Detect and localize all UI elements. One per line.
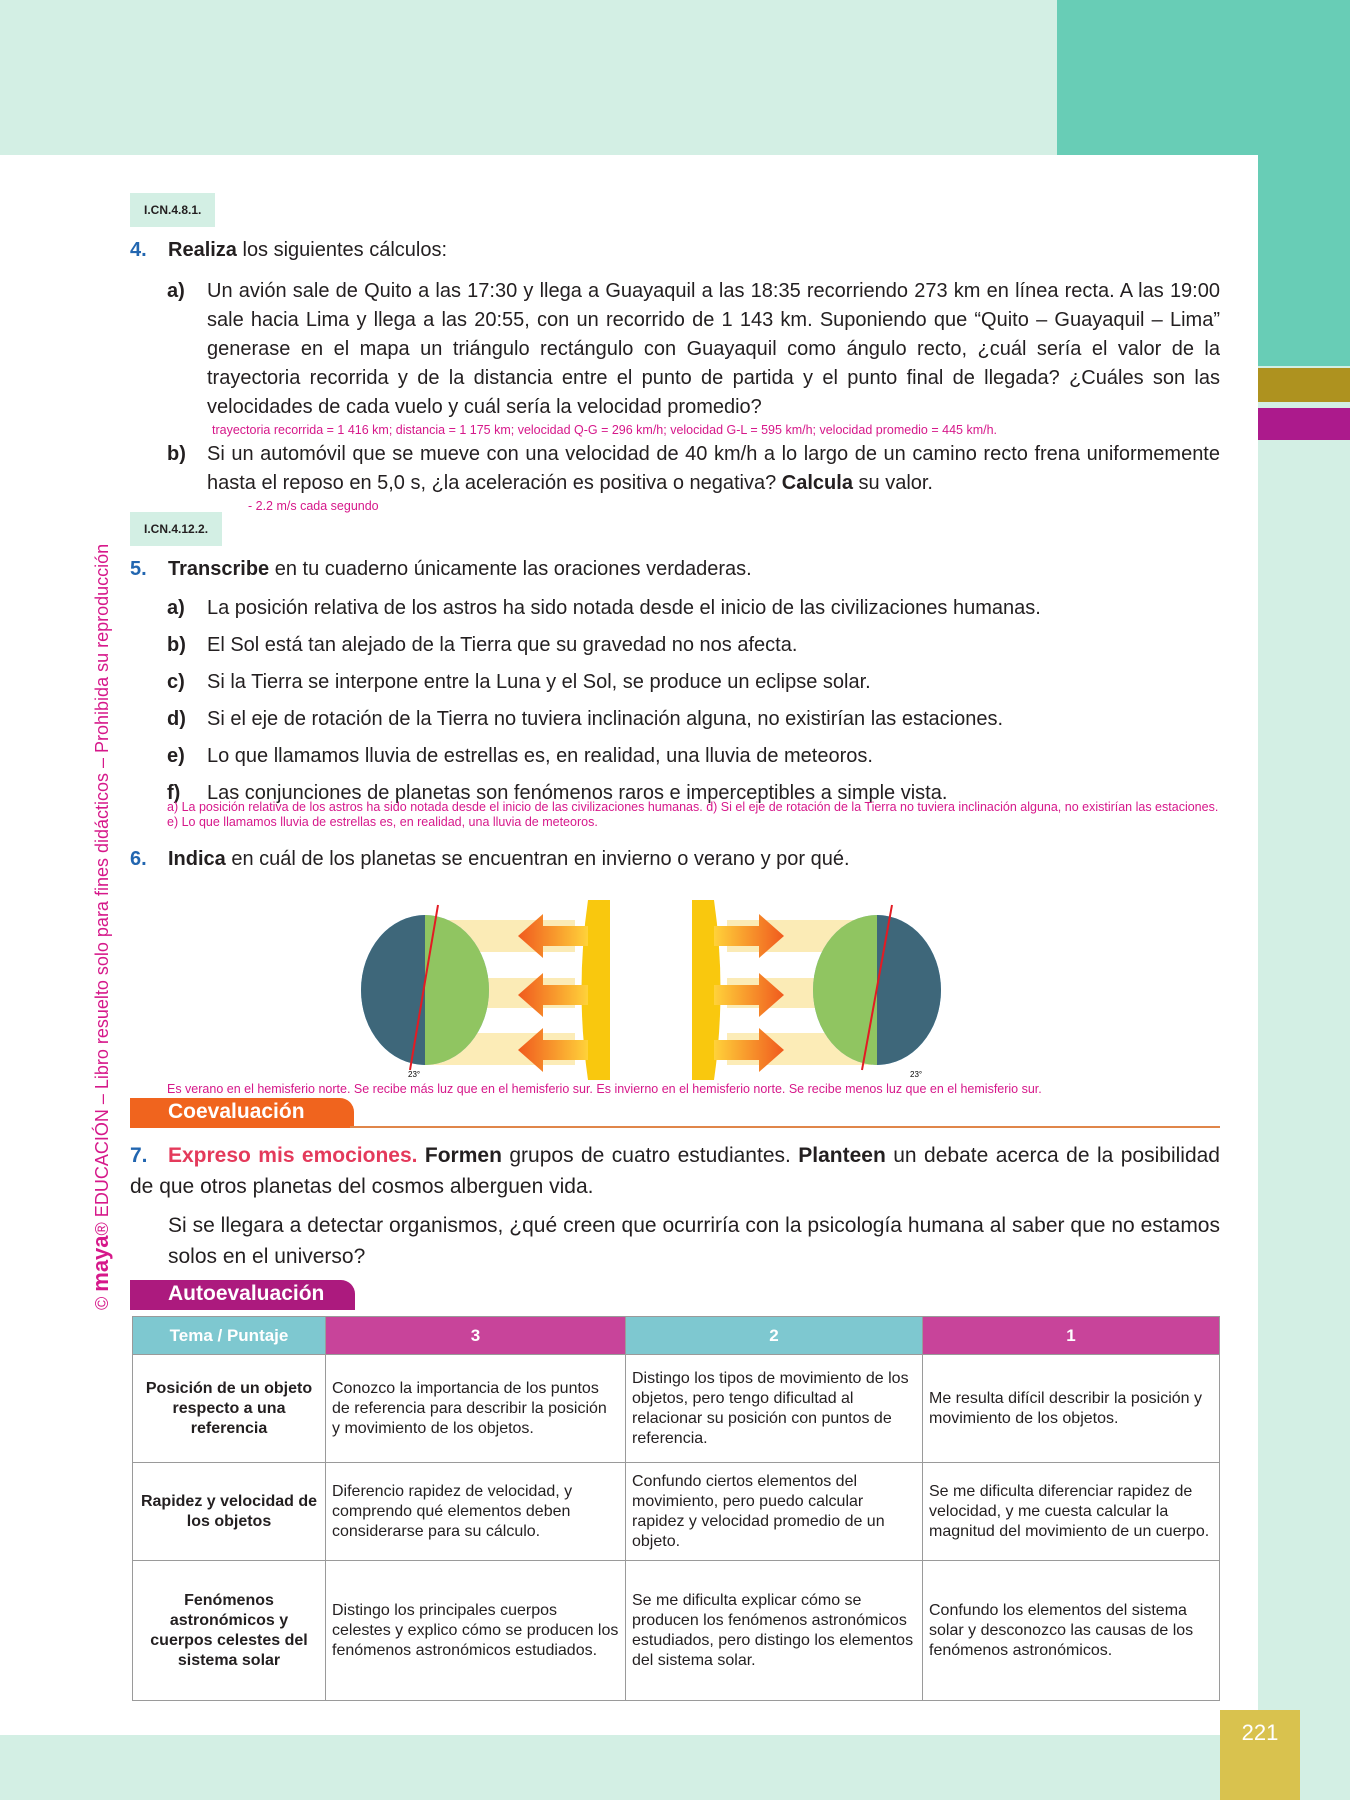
q-lead: Expreso mis emociones. bbox=[168, 1144, 418, 1167]
answer-5: a) La posición relativa de los astros ha sido notada desde el inicio de las civilizaciones humanas. d) Si el eje de rotación de la Tierra no tuviera inclinación alguna, no existirían las estaciones. e) Lo que llamamos lluvia de estrellas es, en realidad, una lluvia de meteoros. bbox=[167, 800, 1219, 829]
table-cell: Distingo los principales cuerpos celestes y explico cómo se producen los fenómenos astronómicos estudiados. bbox=[326, 1561, 626, 1701]
question-7 bbox=[130, 1140, 1220, 1202]
question-5 bbox=[130, 555, 752, 584]
item-5 bbox=[167, 705, 1220, 734]
table-cell: Se me dificulta diferenciar rapidez de velocidad, y me cuesta calcular la magnitud del movimiento de un cuerpo. bbox=[923, 1463, 1220, 1561]
item-letter: d) bbox=[167, 708, 186, 730]
coevaluacion-heading: Coevaluación bbox=[130, 1098, 354, 1128]
answer-6: Es verano en el hemisferio norte. Se recibe más luz que en el hemisferio sur. Es invierno en el hemisferio norte. Se recibe menos luz que en el hemisferio sur. bbox=[167, 1082, 1042, 1096]
tab-marker-magenta bbox=[1258, 408, 1350, 440]
q-text: grupos de cuatro estudiantes. bbox=[501, 1144, 799, 1167]
indicator-code: I.CN.4.8.1. bbox=[130, 193, 215, 227]
answer-4a: trayectoria recorrida = 1 416 km; distancia = 1 175 km; velocidad Q-G = 296 km/h; velocidad G-L = 595 km/h; velocidad promedio = 445 km/h. bbox=[212, 423, 998, 437]
table-cell: Conozco la importancia de los puntos de referencia para describir la posición y movimiento de los objetos. bbox=[326, 1355, 626, 1463]
item-letter: b) bbox=[167, 443, 186, 465]
rubric-table bbox=[132, 1316, 1220, 1701]
table-cell: Distingo los tipos de movimiento de los objetos, pero tengo dificultad al relacionar su posición con puntos de referencia. bbox=[626, 1355, 923, 1463]
table-row bbox=[133, 1561, 1220, 1701]
item-verb: Calcula bbox=[781, 472, 853, 494]
q-verb: Realiza bbox=[168, 239, 237, 261]
item-4b bbox=[167, 440, 1220, 498]
q-number: 4. bbox=[130, 239, 147, 261]
item-text: Un avión sale de Quito a las 17:30 y llega a Guayaquil a las 18:35 recorriendo 273 km en línea recta. A las 19:00 sale hacia Lima y llega a las 20:55, con un recorrido de 1 143 km. Suponiendo que “Quito – Guayaquil – Lima” generase en el mapa un triángulo rectángulo con Guayaquil como ángulo recto, ¿cuál sería el valor de la trayectoria recorrida y de la distancia entre el punto de partida y el punto final de llegada? ¿Cuáles son las velocidades de cada vuelo y cuál sería la velocidad promedio? bbox=[207, 280, 1220, 418]
answer-4b: - 2.2 m/s cada segundo bbox=[248, 499, 379, 513]
q-number: 6. bbox=[130, 848, 147, 870]
q-verb: Formen bbox=[424, 1144, 502, 1167]
table-cell: Rapidez y velocidad de los objetos bbox=[133, 1463, 326, 1561]
q-verb: Indica bbox=[168, 848, 226, 870]
side-text: EDUCACIÓN – Libro resuelto solo para fines didácticos – Prohibida su reproducción bbox=[92, 543, 112, 1218]
table-cell: Confundo ciertos elementos del movimiento, pero puedo calcular rapidez y velocidad promedio de un objeto. bbox=[626, 1463, 923, 1561]
table-header bbox=[133, 1317, 1220, 1355]
table-cell: Posición de un objeto respecto a una referencia bbox=[133, 1355, 326, 1463]
item-letter: a) bbox=[167, 280, 185, 302]
q-verb: Planteen bbox=[798, 1144, 886, 1167]
table-row bbox=[133, 1463, 1220, 1561]
q-text: los siguientes cálculos: bbox=[236, 239, 448, 261]
table-cell: Diferencio rapidez de velocidad, y comprendo qué elementos deben considerarse para su cálculo. bbox=[326, 1463, 626, 1561]
table-cell: Fenómenos astronómicos y cuerpos celestes del sistema solar bbox=[133, 1561, 326, 1701]
q-text: un debate acerca de la posibilidad de que otros planetas del cosmos alberguen vida. bbox=[130, 1144, 1220, 1198]
table-cell: Me resulta difícil describir la posición y movimiento de los objetos. bbox=[923, 1355, 1220, 1463]
angle-label: 23° bbox=[910, 1070, 923, 1079]
q-text: en cuál de los planetas se encuentran en invierno o verano y por qué. bbox=[225, 848, 850, 870]
autoevaluacion-heading: Autoevaluación bbox=[130, 1280, 355, 1310]
q-text: en tu cuaderno únicamente las oraciones verdaderas. bbox=[269, 558, 752, 580]
section-divider bbox=[350, 1126, 1220, 1128]
question-7-part2: Si se llegara a detectar organismos, ¿qué creen que ocurriría con la psicología humana al saber que no estamos solos en el universo? bbox=[168, 1214, 1220, 1268]
table-cell: Confundo los elementos del sistema solar y desconozco las causas de los fenómenos astronómicos. bbox=[923, 1561, 1220, 1701]
angle-label: 23° bbox=[408, 1070, 421, 1079]
item-5 bbox=[167, 594, 1220, 623]
item-5 bbox=[167, 668, 1220, 697]
table-cell: Se me dificulta explicar cómo se producen los fenómenos astronómicos estudiados, pero distingo los elementos del sistema solar. bbox=[626, 1561, 923, 1701]
item-text: La posición relativa de los astros ha sido notada desde el inicio de las civilizaciones humanas. bbox=[207, 597, 1041, 619]
item-text: Si un automóvil que se mueve con una velocidad de 40 km/h a lo largo de un camino recto frena uniformemente hasta el reposo en 5,0 s, ¿la aceleración es positiva o negativa? bbox=[207, 443, 1220, 494]
header-cell: 1 bbox=[923, 1317, 1220, 1355]
tab-marker-olive bbox=[1258, 368, 1350, 402]
side-copyright: © maya® EDUCACIÓN – Libro resuelto solo para fines didácticos – Prohibida su reproducción bbox=[88, 543, 113, 1310]
item-5 bbox=[167, 742, 1220, 771]
item-5 bbox=[167, 631, 1220, 660]
item-4a bbox=[167, 277, 1220, 422]
item-text: Las conjunciones de planetas son fenómenos raros e imperceptibles a simple vista. bbox=[207, 782, 948, 804]
header-cell: 2 bbox=[626, 1317, 923, 1355]
item-letter: f) bbox=[167, 782, 181, 804]
question-6 bbox=[130, 845, 850, 874]
item-letter: b) bbox=[167, 634, 186, 656]
header-cell: 3 bbox=[326, 1317, 626, 1355]
brand-logo: maya bbox=[88, 1235, 113, 1292]
q-verb: Transcribe bbox=[168, 558, 270, 580]
item-text-end: su valor. bbox=[852, 472, 933, 494]
item-letter: a) bbox=[167, 597, 185, 619]
light-arrows-right bbox=[714, 914, 784, 1072]
item-text: Si el eje de rotación de la Tierra no tuviera inclinación alguna, no existirían las estaciones. bbox=[207, 708, 1004, 730]
item-letter: e) bbox=[167, 745, 185, 767]
q-number: 5. bbox=[130, 558, 147, 580]
item-text: Si la Tierra se interpone entre la Luna y el Sol, se produce un eclipse solar. bbox=[207, 671, 871, 693]
seasons-illustration bbox=[340, 890, 960, 1090]
q-number: 7. bbox=[130, 1144, 148, 1167]
page-number: 221 bbox=[1220, 1710, 1300, 1800]
question-4 bbox=[130, 236, 447, 265]
header-cell: Tema / Puntaje bbox=[133, 1317, 326, 1355]
item-text: El Sol está tan alejado de la Tierra que su gravedad no nos afecta. bbox=[207, 634, 798, 656]
item-text: Lo que llamamos lluvia de estrellas es, en realidad, una lluvia de meteoros. bbox=[207, 745, 873, 767]
item-letter: c) bbox=[167, 671, 185, 693]
table-row bbox=[133, 1355, 1220, 1463]
light-arrows-left bbox=[518, 914, 588, 1072]
indicator-code: I.CN.4.12.2. bbox=[130, 512, 222, 546]
